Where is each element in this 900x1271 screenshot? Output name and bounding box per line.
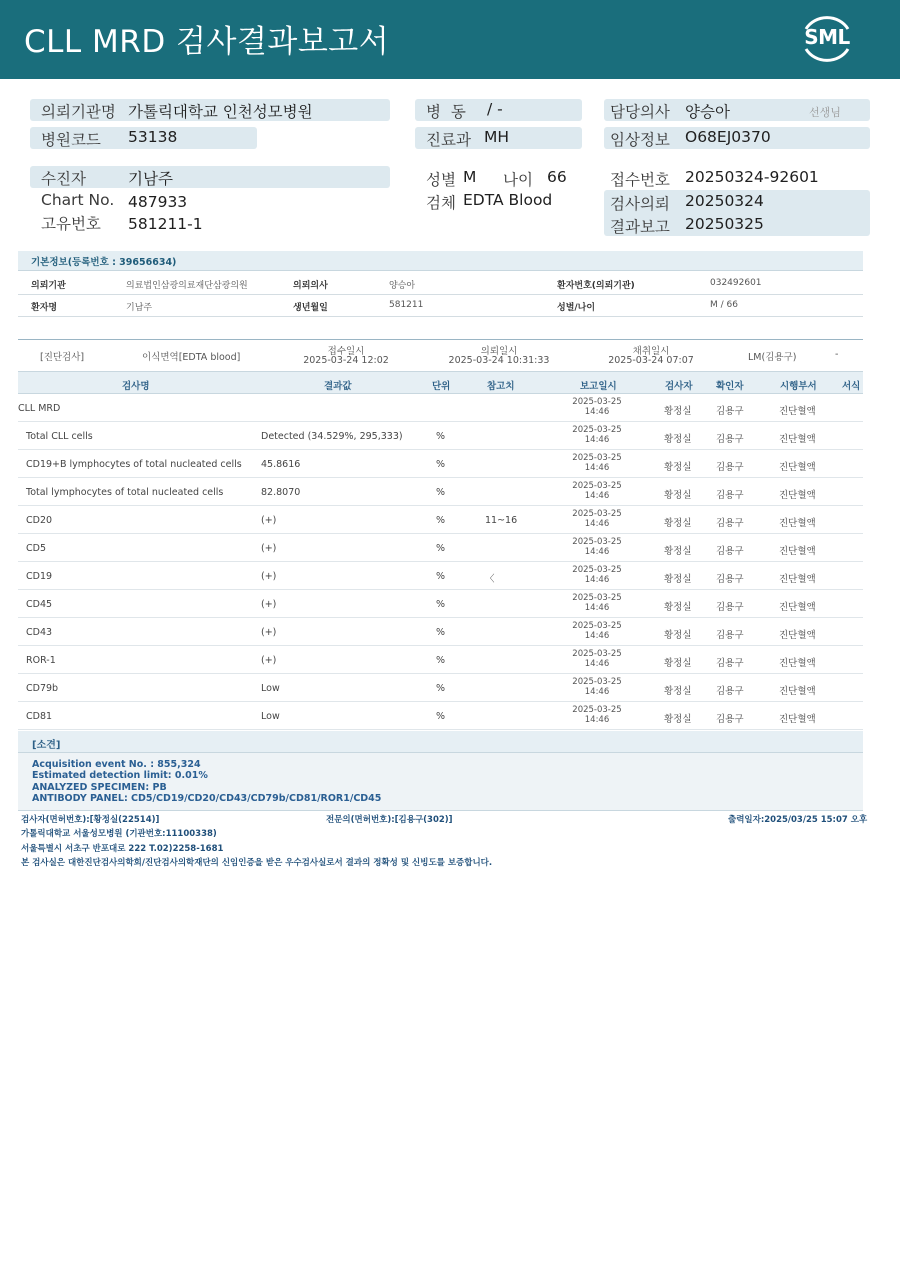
request-date-value: 20250324 (685, 192, 764, 210)
cell-unit: % (436, 599, 446, 610)
col-confirmer: 확인자 (716, 381, 744, 392)
footer-specialist: 전문의(면허번호):[김용구(302)] (326, 815, 453, 825)
cell-department: 진단혈액 (779, 518, 816, 529)
col-form: 서식 (842, 381, 861, 392)
findings-body (18, 753, 863, 811)
cell-confirmer: 김용구 (716, 686, 744, 697)
basic-info-row (18, 272, 863, 295)
sex-label: 성별 (426, 171, 456, 189)
cell-department: 진단혈액 (779, 714, 816, 725)
cell-report-datetime (567, 537, 627, 557)
table-row (18, 422, 863, 450)
basic-info-header (18, 251, 863, 271)
cell-tester: 황정실 (664, 462, 692, 473)
cell-department: 진단혈액 (779, 574, 816, 585)
cell-report-time: 14:46 (584, 659, 610, 669)
table-row (18, 450, 863, 478)
cell-report-time: 14:46 (584, 519, 610, 529)
hospital-code-label: 병원코드 (41, 131, 101, 149)
results-header (18, 371, 863, 394)
doctor-label: 담당의사 (610, 103, 670, 121)
footer-notice: 본 검사실은 대한진단검사의학회/진단검사의학재단의 신임인증을 받은 우수검사실로서 결과의 정확성 및 신빙도를 보증합니다. (21, 858, 493, 868)
col-test-name: 검사명 (122, 381, 150, 392)
cell-department: 진단혈액 (779, 490, 816, 501)
cell-result: (+) (261, 599, 277, 610)
cell-unit: % (436, 431, 446, 442)
cell-report-time: 14:46 (584, 715, 610, 725)
cell-report-datetime (567, 621, 627, 641)
cell-unit: % (436, 627, 446, 638)
cell-report-time: 14:46 (584, 631, 610, 641)
cell-unit: % (436, 543, 446, 554)
cell-department: 진단혈액 (779, 406, 816, 417)
cell-report-date: 2025-03-25 (572, 481, 622, 491)
doctor-suffix: 선생님 (809, 106, 841, 119)
cell-department: 진단혈액 (779, 630, 816, 641)
table-row (18, 702, 863, 730)
clinical-info-value: O68EJ0370 (685, 128, 771, 146)
cell-result: (+) (261, 571, 277, 582)
institution-value: 가톨릭대학교 인천성모병원 (128, 103, 313, 121)
exam-lm: LM(김용구) (748, 352, 797, 363)
cell-report-date: 2025-03-25 (572, 453, 622, 463)
basic-value: M / 66 (710, 300, 738, 310)
exam-type: [진단검사] (40, 352, 85, 363)
cell-confirmer: 김용구 (716, 714, 744, 725)
cell-tester: 황정실 (664, 546, 692, 557)
chart-no-label: Chart No. (41, 191, 115, 209)
cell-test-name: CD19+B lymphocytes of total nucleated cells (26, 459, 242, 470)
cell-report-datetime (567, 397, 627, 417)
chart-no-value: 487933 (128, 193, 188, 211)
basic-value: 기남주 (126, 303, 153, 313)
age-value: 66 (547, 168, 567, 186)
patient-value: 기남주 (128, 170, 173, 188)
cell-report-datetime (567, 705, 627, 725)
cell-report-time: 14:46 (584, 435, 610, 445)
cell-report-time: 14:46 (584, 575, 610, 585)
col-tester: 검사자 (665, 381, 693, 392)
cell-reference: 〈 (485, 574, 495, 585)
basic-value: 의료법인삼광의료재단삼광의원 (126, 281, 248, 291)
cell-tester: 황정실 (664, 518, 692, 529)
cell-report-datetime (567, 509, 627, 529)
ward-value: / - (487, 100, 503, 118)
findings-header (18, 731, 863, 753)
cell-tester: 황정실 (664, 714, 692, 725)
cell-test-name: CD81 (26, 711, 53, 722)
cell-test-name: Total CLL cells (26, 431, 93, 442)
department-label: 진료과 (426, 131, 471, 149)
report-title: CLL MRD 검사결과보고서 (24, 24, 390, 60)
table-row (18, 646, 863, 674)
finding-line: ANALYZED SPECIMEN: PB (32, 782, 167, 793)
exam-request-label: 의뢰일시 (480, 346, 518, 357)
report-date-value: 20250325 (685, 215, 764, 233)
unique-no-label: 고유번호 (41, 215, 101, 233)
table-row (18, 618, 863, 646)
cell-report-datetime (567, 425, 627, 445)
exam-specimen: 이식면역[EDTA blood] (142, 352, 241, 363)
cell-confirmer: 김용구 (716, 658, 744, 669)
cell-result: Detected (34.529%, 295,333) (261, 431, 403, 442)
basic-value: 양승아 (389, 281, 416, 291)
cell-test-name: Total lymphocytes of total nucleated cells (26, 487, 224, 498)
doctor-value: 양승아 (685, 103, 730, 121)
cell-report-date: 2025-03-25 (572, 565, 622, 575)
cell-unit: % (436, 515, 446, 526)
department-value: MH (484, 128, 510, 146)
finding-line: ANTIBODY PANEL: CD5/CD19/CD20/CD43/CD79b/CD81/ROR1/CD45 (32, 793, 382, 804)
table-row (18, 478, 863, 506)
footer-printed: 출력일자:2025/03/25 15:07 오후 (728, 815, 868, 825)
clinical-info-label: 임상정보 (610, 131, 670, 149)
basic-key: 생년월일 (293, 303, 328, 313)
cell-reference: 11~16 (485, 515, 518, 526)
cell-confirmer: 김용구 (716, 630, 744, 641)
cell-report-datetime (567, 677, 627, 697)
cell-report-datetime (567, 481, 627, 501)
table-row (18, 674, 863, 702)
basic-key: 환자명 (31, 303, 58, 313)
cell-result: 45.8616 (261, 459, 301, 470)
age-label: 나이 (503, 171, 533, 189)
col-result: 결과값 (324, 381, 352, 392)
cell-confirmer: 김용구 (716, 434, 744, 445)
receipt-no-label: 접수번호 (610, 171, 670, 189)
cell-confirmer: 김용구 (716, 406, 744, 417)
cell-result: (+) (261, 543, 277, 554)
ward-label: 병 동 (426, 103, 466, 121)
table-row (18, 394, 863, 422)
basic-value: 032492601 (710, 278, 762, 288)
cell-confirmer: 김용구 (716, 574, 744, 585)
cell-department: 진단혈액 (779, 546, 816, 557)
cell-department: 진단혈액 (779, 434, 816, 445)
cell-tester: 황정실 (664, 630, 692, 641)
request-date-label: 검사의뢰 (610, 195, 670, 213)
cell-test-name: CD5 (26, 543, 46, 554)
cell-test-name: CD43 (26, 627, 53, 638)
cell-report-time: 14:46 (584, 687, 610, 697)
cell-report-date: 2025-03-25 (572, 537, 622, 547)
sml-logo (798, 11, 856, 65)
table-row (18, 506, 863, 534)
cell-report-date: 2025-03-25 (572, 677, 622, 687)
cell-report-time: 14:46 (584, 491, 610, 501)
cell-report-time: 14:46 (584, 463, 610, 473)
cell-result: (+) (261, 515, 277, 526)
cell-tester: 황정실 (664, 602, 692, 613)
cell-unit: % (436, 571, 446, 582)
cell-unit: % (436, 683, 446, 694)
cell-test-name: ROR-1 (26, 655, 56, 666)
cell-tester: 황정실 (664, 658, 692, 669)
exam-dash: - (835, 349, 839, 360)
cell-test-name: CD79b (26, 683, 59, 694)
cell-result: (+) (261, 655, 277, 666)
institution-label: 의뢰기관명 (41, 103, 116, 121)
report-header (0, 0, 900, 79)
cell-department: 진단혈액 (779, 658, 816, 669)
cell-unit: % (436, 711, 446, 722)
cell-report-date: 2025-03-25 (572, 593, 622, 603)
specimen-value: EDTA Blood (463, 191, 553, 209)
exam-receipt-label: 접수일시 (327, 346, 365, 357)
cell-department: 진단혈액 (779, 686, 816, 697)
finding-line: Estimated detection limit: 0.01% (32, 770, 208, 781)
cell-report-date: 2025-03-25 (572, 509, 622, 519)
cell-confirmer: 김용구 (716, 546, 744, 557)
cell-result: (+) (261, 627, 277, 638)
basic-key: 의뢰기관 (31, 281, 66, 291)
cell-report-date: 2025-03-25 (572, 425, 622, 435)
basic-key: 의뢰의사 (293, 281, 328, 291)
cell-confirmer: 김용구 (716, 602, 744, 613)
finding-line: Acquisition event No. : 855,324 (32, 759, 201, 770)
table-row (18, 534, 863, 562)
footer-address: 서울특별시 서초구 반포대로 222 T.02)2258-1681 (21, 844, 224, 854)
receipt-no-value: 20250324-92601 (685, 168, 819, 186)
cell-report-time: 14:46 (584, 547, 610, 557)
unique-no-value: 581211-1 (128, 215, 203, 233)
footer-lab: 가톨릭대학교 서울성모병원 (기관번호:11100338) (21, 829, 217, 839)
exam-collect-label: 채취일시 (632, 346, 670, 357)
basic-key: 성별/나이 (557, 303, 596, 313)
exam-divider (18, 339, 863, 340)
cell-department: 진단혈액 (779, 602, 816, 613)
cell-confirmer: 김용구 (716, 490, 744, 501)
cell-unit: % (436, 655, 446, 666)
cell-report-datetime (567, 649, 627, 669)
col-report-date: 보고일시 (580, 381, 617, 392)
basic-key: 환자번호(의뢰기관) (557, 281, 635, 291)
table-row (18, 590, 863, 618)
cell-report-date: 2025-03-25 (572, 705, 622, 715)
specimen-label: 검체 (426, 194, 456, 212)
cell-result: 82.8070 (261, 487, 301, 498)
hospital-code-value: 53138 (128, 128, 178, 146)
col-reference: 참고치 (487, 381, 515, 392)
report-date-label: 결과보고 (610, 218, 670, 236)
exam-receipt-time: 2025-03-24 12:02 (303, 355, 389, 366)
cell-report-time: 14:46 (584, 407, 610, 417)
cell-result: Low (261, 683, 280, 694)
patient-label: 수진자 (41, 170, 86, 188)
cell-report-date: 2025-03-25 (572, 621, 622, 631)
sex-value: M (463, 168, 477, 186)
cell-unit: % (436, 459, 446, 470)
cell-confirmer: 김용구 (716, 462, 744, 473)
logo-text: SML (804, 25, 850, 49)
exam-request-time: 2025-03-24 10:31:33 (448, 355, 550, 366)
findings-title: [소견] (32, 740, 61, 751)
cell-tester: 황정실 (664, 434, 692, 445)
cell-department: 진단혈액 (779, 462, 816, 473)
cell-report-datetime (567, 593, 627, 613)
col-department: 시행부서 (780, 381, 817, 392)
exam-collect-time: 2025-03-24 07:07 (608, 355, 694, 366)
col-unit: 단위 (432, 381, 451, 392)
cell-report-time: 14:46 (584, 603, 610, 613)
cell-report-datetime (567, 565, 627, 585)
table-row (18, 562, 863, 590)
cell-report-date: 2025-03-25 (572, 397, 622, 407)
cell-unit: % (436, 487, 446, 498)
basic-info-title: 기본정보(등록번호 : 39656634) (31, 257, 177, 268)
cell-tester: 황정실 (664, 490, 692, 501)
cell-tester: 황정실 (664, 406, 692, 417)
cell-tester: 황정실 (664, 686, 692, 697)
cell-confirmer: 김용구 (716, 518, 744, 529)
cell-test-name: CLL MRD (18, 403, 61, 414)
footer-tester: 검사자(면허번호):[황정실(22514)] (21, 815, 160, 825)
cell-test-name: CD20 (26, 515, 53, 526)
basic-value: 581211 (389, 300, 424, 310)
cell-tester: 황정실 (664, 574, 692, 585)
cell-report-date: 2025-03-25 (572, 649, 622, 659)
cell-result: Low (261, 711, 280, 722)
cell-report-datetime (567, 453, 627, 473)
cell-test-name: CD45 (26, 599, 53, 610)
cell-test-name: CD19 (26, 571, 53, 582)
basic-info-row (18, 294, 863, 317)
